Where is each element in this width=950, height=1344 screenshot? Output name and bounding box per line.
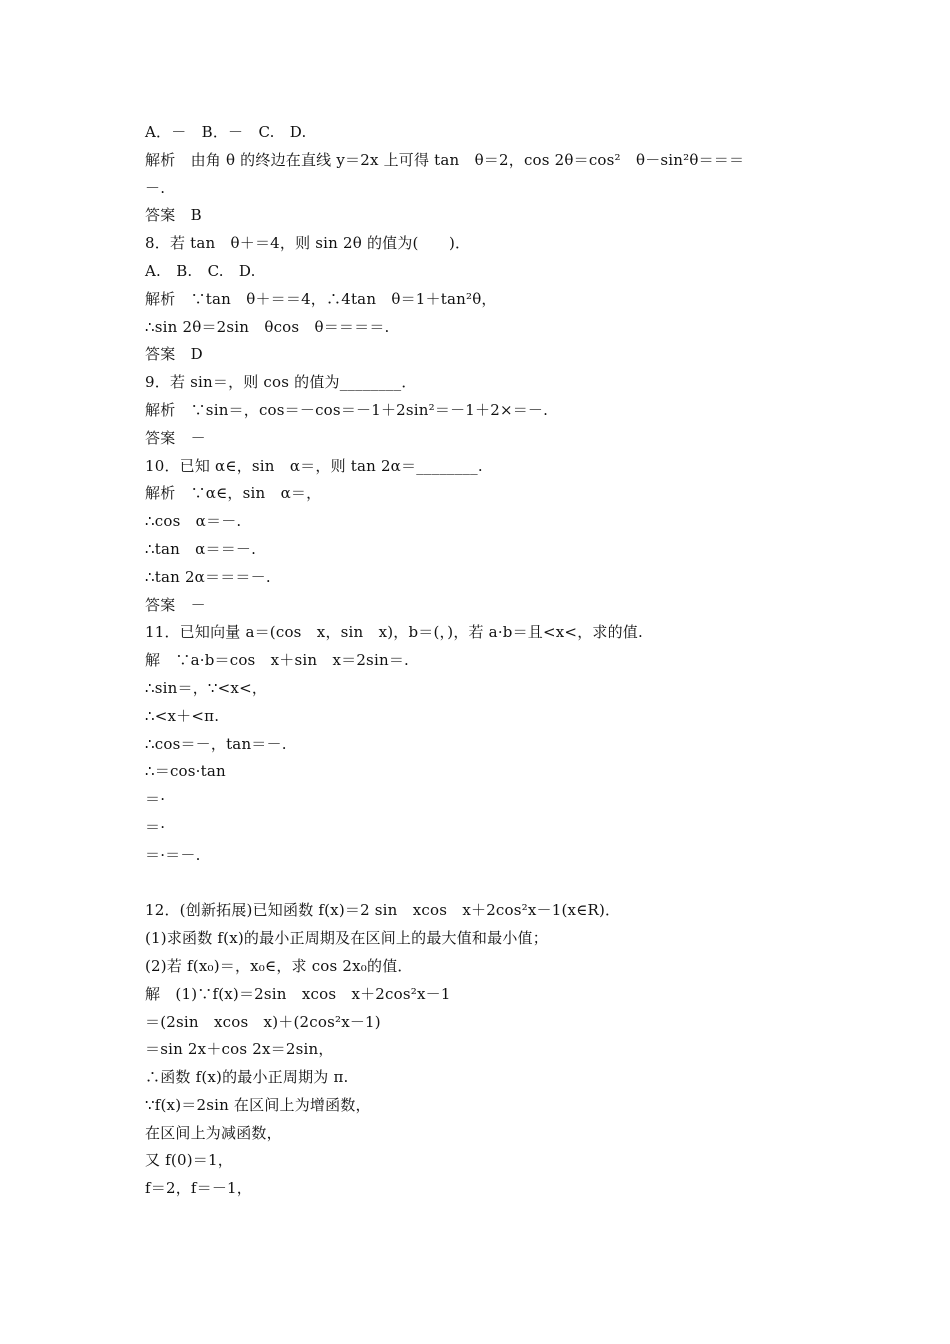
text-line: ∴sin 2θ＝2sin θcos θ＝＝＝＝. [145,317,390,336]
text-line: ＝(2sin xcos x)＋(2cos²x－1) [145,1012,381,1031]
text-line: ＝· [145,790,166,809]
text-line: 11．已知向量 a＝(cos x，sin x)，b＝(，)，若 a·b＝且<x<，求的值. [145,623,643,642]
text-line: 解析 ∵α∈，sin α＝， [145,484,322,503]
text-line: ∴函数 f(x)的最小正周期为 π. [145,1068,349,1087]
text-line: ∴tan α＝＝－. [145,539,257,558]
blank-line [145,870,825,898]
text-line: 答案 B [145,206,202,225]
text-line: (1)求函数 f(x)的最小正周期及在区间上的最大值和最小值； [145,929,548,948]
text-line: ∵f(x)＝2sin 在区间上为增函数， [145,1095,371,1114]
text-line: 答案 D [145,345,203,364]
text-line: A．－ B．－ C. D. [145,123,307,141]
text-line: 解 ∵a·b＝cos x＋sin x＝2sin＝. [145,651,409,670]
text-line: ＝· [145,817,166,836]
text-line: －. [145,178,166,197]
text-line: 解析 ∵sin＝，cos＝－cos＝－1＋2sin²＝－1＋2×＝－. [145,400,549,419]
document-body [145,119,825,1203]
text-line: 解析 ∵tan θ＋＝＝4，∴4tan θ＝1＋tan²θ， [145,289,497,308]
text-line: 答案 － [145,595,206,614]
text-line: 12．(创新拓展)已知函数 f(x)＝2 sin xcos x＋2cos²x－1(x∈R)． [145,901,621,920]
text-line: f＝2，f＝－1， [145,1179,252,1198]
text-line: 10．已知 α∈，sin α＝，则 tan 2α＝________. [145,456,483,475]
text-line: ∴cos＝－，tan＝－. [145,734,287,753]
text-line: 8．若 tan θ＋＝4，则 sin 2θ 的值为( )． [145,234,471,253]
text-line: A. B. C. D. [145,261,256,280]
text-line: 解 (1)∵f(x)＝2sin xcos x＋2cos²x－1 [145,984,451,1003]
text-line: ＝sin 2x＋cos 2x＝2sin， [145,1040,334,1059]
text-line: 解析 由角 θ 的终边在直线 y＝2x 上可得 tan θ＝2，cos 2θ＝cos² θ－sin²θ＝＝＝ [145,150,745,169]
text-line: 9．若 sin＝，则 cos 的值为________． [145,373,417,392]
text-line: ∴<x＋<π. [145,706,220,725]
text-line: ∴sin＝，∵<x<， [145,678,268,697]
text-line: 答案 － [145,428,206,447]
text-line: (2)若 f(x₀)＝，x₀∈，求 cos 2x₀的值． [145,956,413,975]
text-line: ∴cos α＝－. [145,512,242,531]
text-line: ＝·＝－. [145,845,201,864]
text-line: ∴tan 2α＝＝＝－. [145,567,271,586]
text-line: 又 f(0)＝1， [145,1151,233,1170]
text-line: 在区间上为减函数， [145,1123,282,1142]
text-line: ∴＝cos·tan [145,762,226,781]
